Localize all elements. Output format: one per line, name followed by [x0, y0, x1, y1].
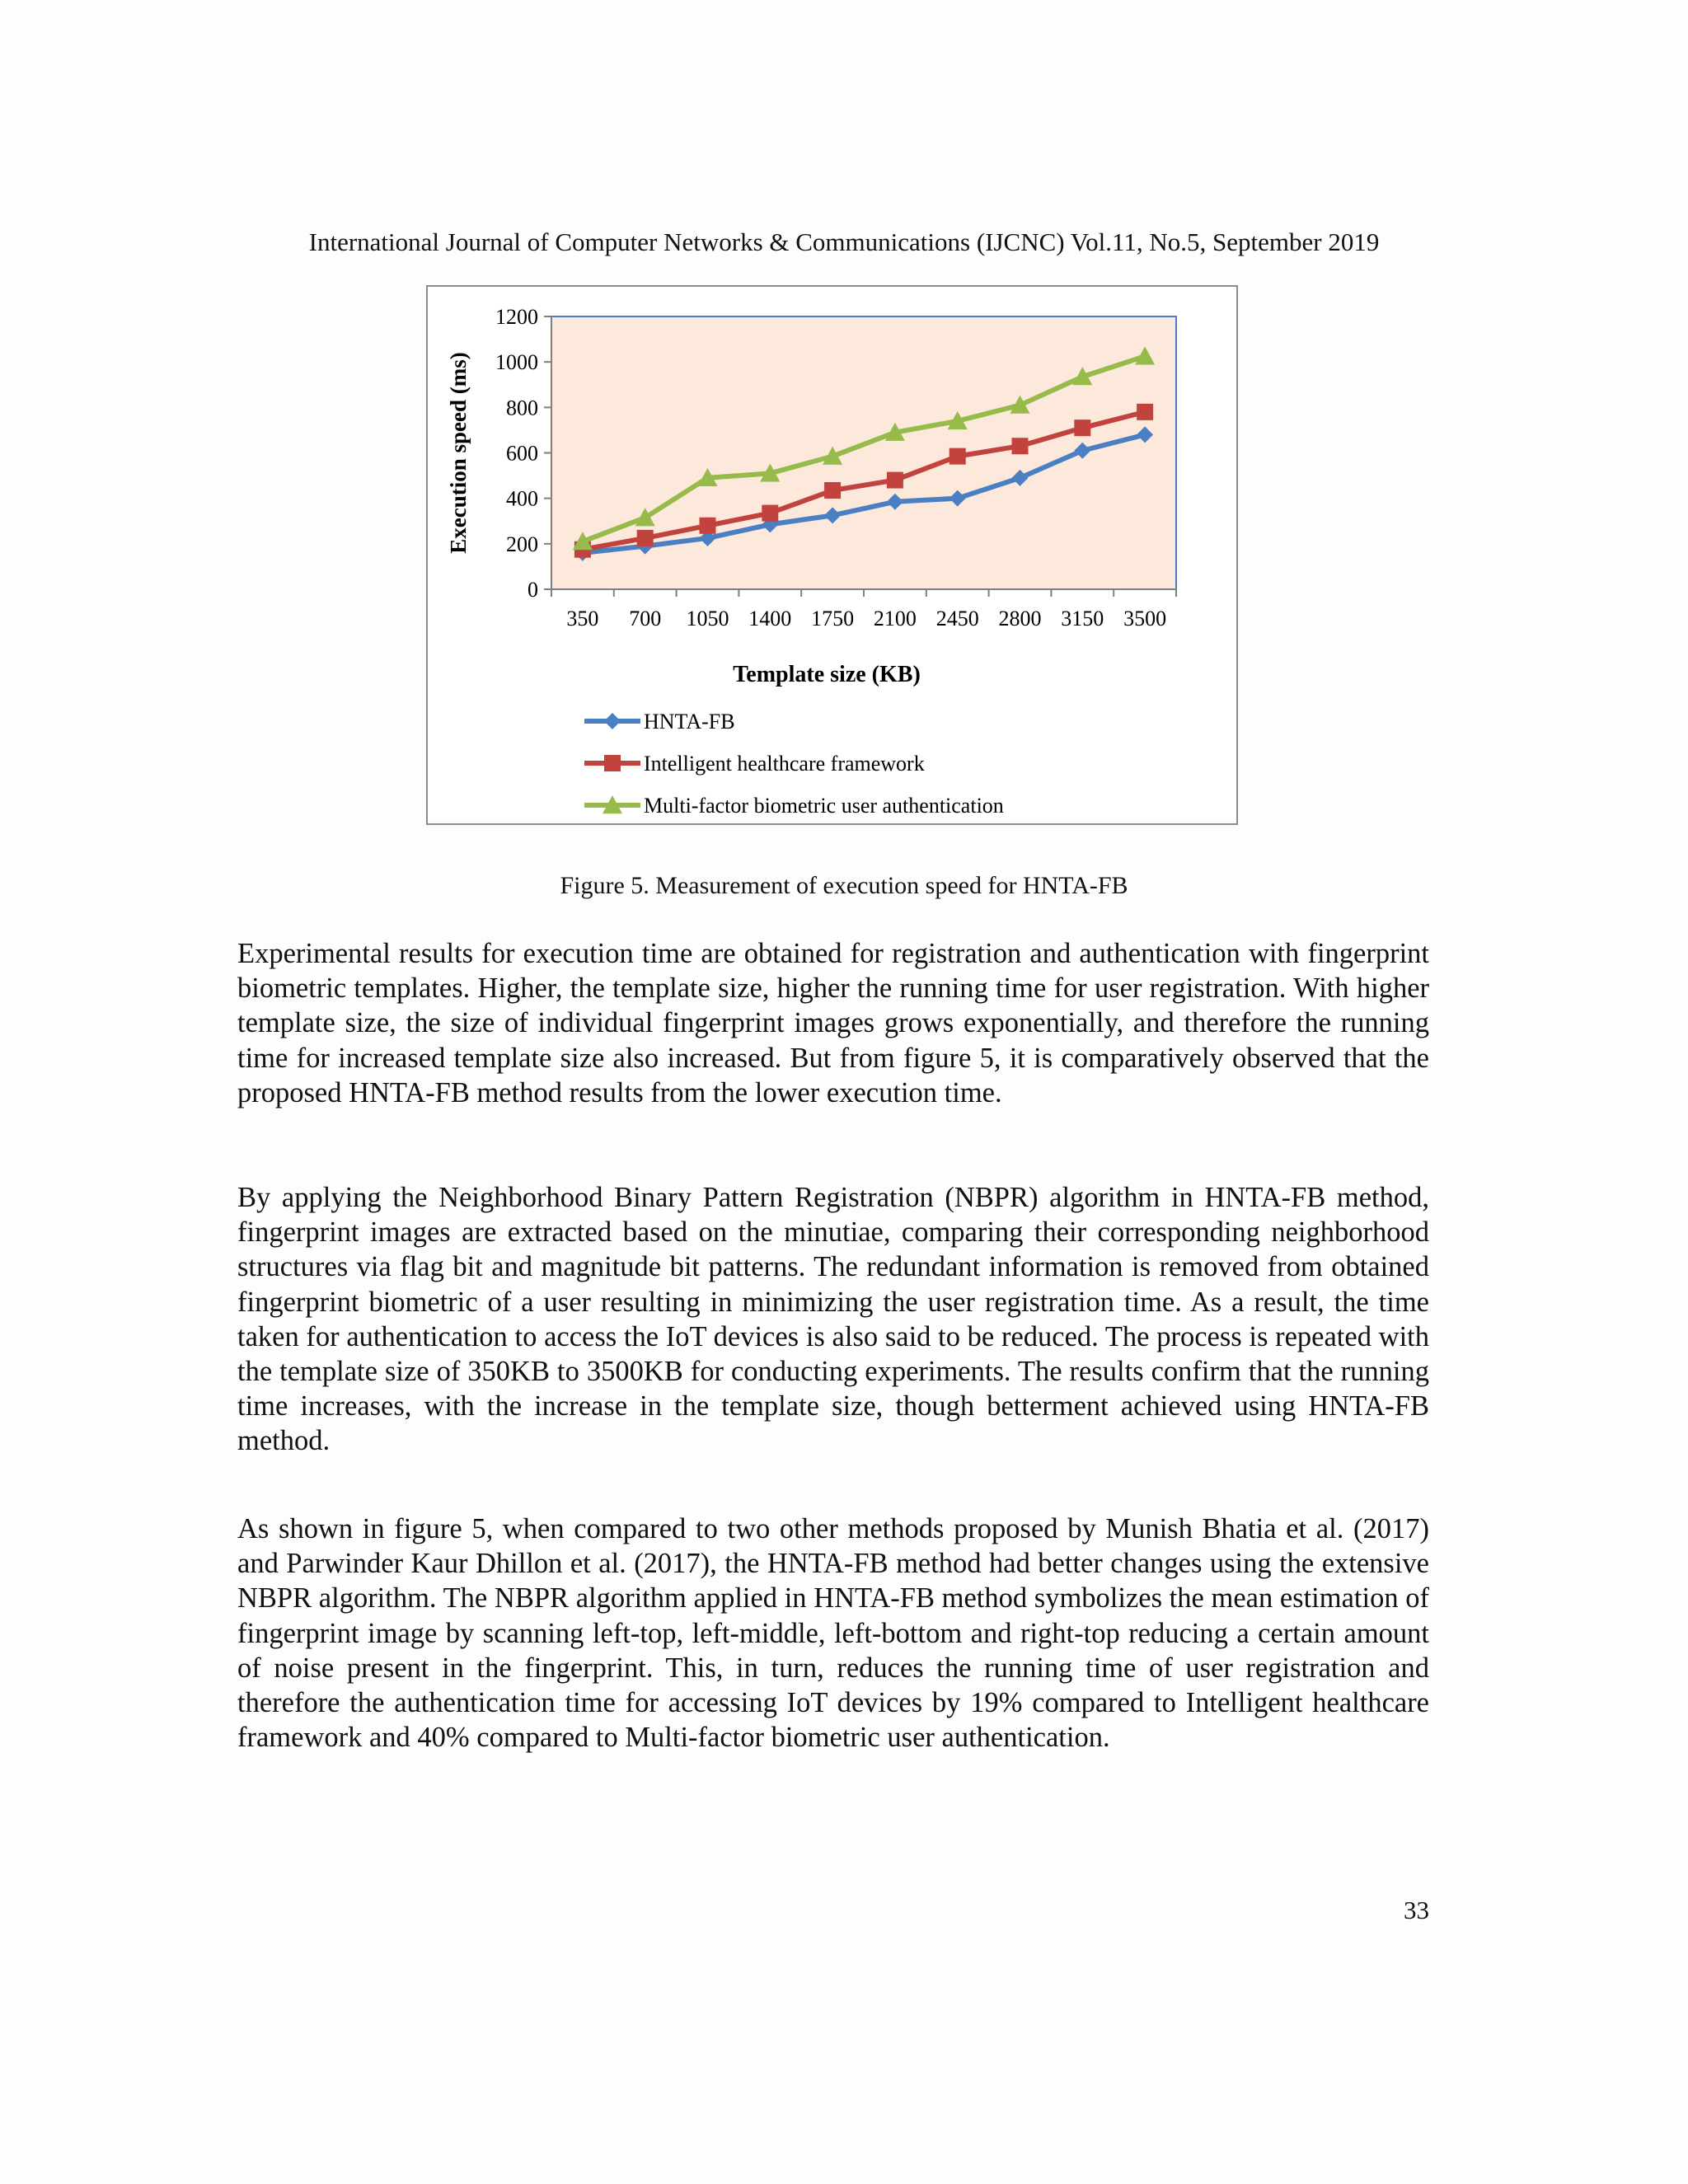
y-tick-label: 800: [506, 396, 538, 420]
data-point: [762, 505, 778, 522]
y-tick-label: 200: [506, 532, 538, 556]
x-tick-label: 2100: [873, 607, 917, 630]
x-tick-label: 2450: [935, 607, 979, 630]
y-tick-label: 1200: [495, 305, 538, 329]
legend-swatch-marker: [604, 755, 621, 771]
x-tick-label: 1750: [811, 607, 855, 630]
legend-label: Intelligent healthcare framework: [644, 752, 925, 776]
legend-item: [584, 752, 925, 776]
x-axis: [551, 589, 1176, 630]
figure-5-chart: [426, 285, 1238, 825]
data-point: [700, 518, 716, 534]
data-point: [1074, 419, 1090, 436]
data-point: [950, 448, 966, 465]
page-number: 33: [1404, 1896, 1429, 1924]
body-paragraph-1: Experimental results for execution time are obtained for registration and authentication with fingerprint biometric templates. Higher, the template size, higher the running time for user registration. With higher template size, the size of individual fingerprint images grows exponentially, and therefore the running time for increased template size also increased. But from figure 5, it is comparatively observed that the proposed HNTA-FB method results from the lower execution time.: [237, 938, 1429, 1108]
y-tick-label: 0: [528, 578, 538, 602]
legend: [584, 710, 1004, 818]
data-point: [824, 482, 841, 499]
line-chart: [428, 287, 1240, 827]
data-point: [637, 530, 654, 546]
body-paragraph-3: As shown in figure 5, when compared to two other methods proposed by Munish Bhatia et al. (2017) and Parwinder Kaur Dhillon et al. (2017), the HNTA-FB method had better changes using the extensive NBPR algorithm. The NBPR algorithm applied in HNTA-FB method symbolizes the mean estimation of fingerprint image by scanning left-top, left-middle, left-bottom and right-top reducing a certain amount of noise present in the fingerprint. This, in turn, reduces the running time of user registration and therefore the authentication time for accessing IoT devices by 19% compared to Intelligent healthcare framework and 40% compared to Multi-factor biometric user authentication.: [237, 1513, 1429, 1754]
figure-caption: Figure 5. Measurement of execution speed for HNTA-FB: [560, 872, 1128, 899]
x-tick-label: 3150: [1061, 607, 1104, 630]
y-tick-label: 400: [506, 486, 538, 511]
x-tick-label: 1400: [748, 607, 792, 630]
legend-label: HNTA-FB: [644, 710, 735, 733]
legend-label: Multi-factor biometric user authentication: [644, 794, 1004, 818]
legend-item: [584, 710, 735, 733]
legend-item: [584, 794, 1004, 818]
running-header: International Journal of Computer Networks & Communications (IJCNC) Vol.11, No.5, September 2019: [308, 227, 1380, 256]
x-axis-label: Template size (KB): [733, 662, 921, 687]
y-tick-label: 1000: [495, 350, 538, 375]
x-tick-label: 1050: [686, 607, 729, 630]
data-point: [887, 472, 903, 489]
x-tick-label: 3500: [1123, 607, 1167, 630]
data-point: [1012, 438, 1029, 454]
y-axis-label: Execution speed (ms): [446, 352, 471, 554]
x-tick-label: 700: [629, 607, 662, 630]
legend-swatch-marker: [604, 713, 621, 729]
y-tick-label: 600: [506, 441, 538, 466]
y-axis: [495, 305, 551, 602]
x-tick-label: 350: [566, 607, 599, 630]
body-paragraph-2: By applying the Neighborhood Binary Pattern Registration (NBPR) algorithm in HNTA-FB method, fingerprint images are extracted based on the minutiae, comparing their corresponding neighborhood structures via flag bit and magnitude bit patterns. The redundant information is removed from obtained fingerprint biometric of a user resulting in minimizing the user registration time. As a result, the time taken for authentication to access the IoT devices is also said to be reduced. The process is repeated with the template size of 350KB to 3500KB for conducting experiments. The results confirm that the running time increases, with the increase in the template size, though betterment achieved using HNTA-FB method.: [237, 1182, 1429, 1457]
x-tick-label: 2800: [998, 607, 1042, 630]
data-point: [1137, 404, 1153, 420]
